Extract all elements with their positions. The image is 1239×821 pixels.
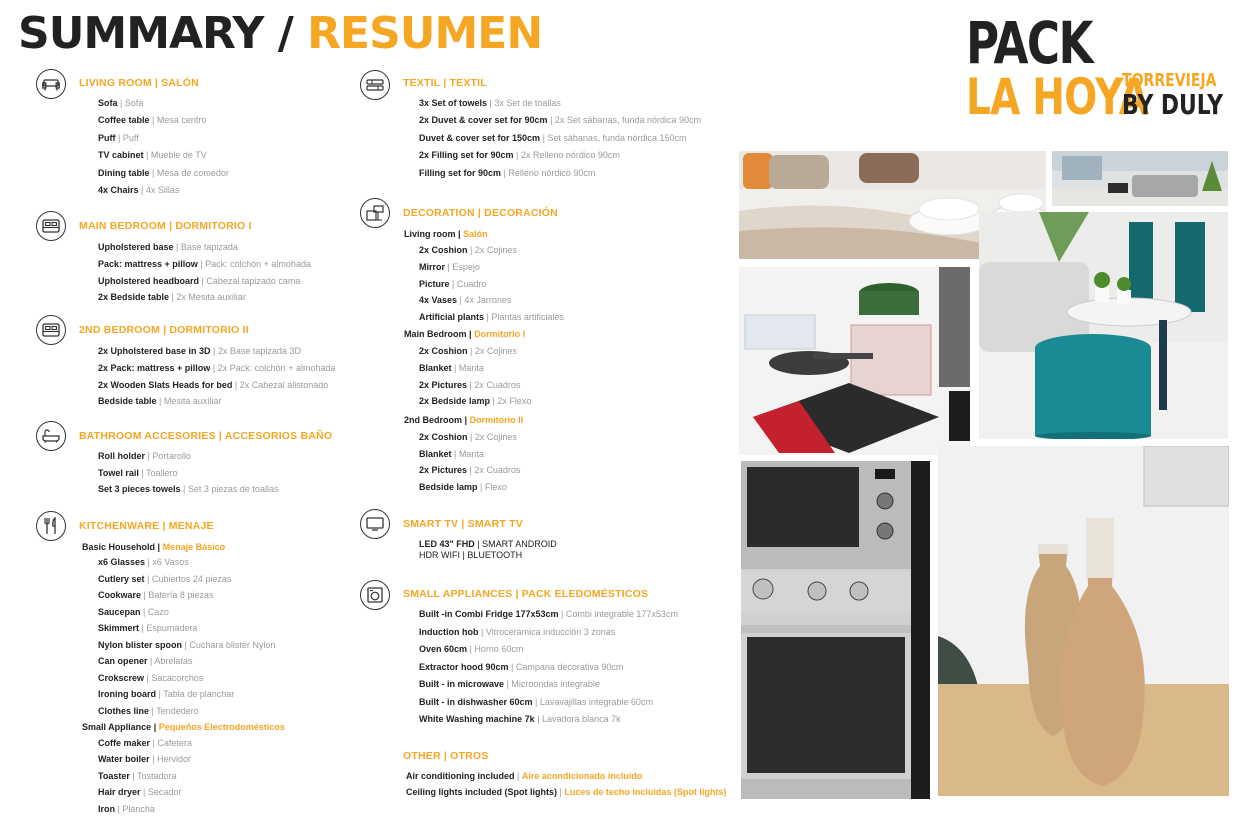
item-label-es: Microondas integrable bbox=[511, 679, 600, 689]
list-item: 2x Wooden Slats Heads for bed | 2x Cabezal alistonado bbox=[98, 379, 329, 390]
item-label-en: Saucepan bbox=[98, 606, 141, 617]
item-label-en: Built -in Combi Fridge 177x53cm bbox=[419, 609, 559, 619]
list-item: Pack: mattress + pillow | Pack: colchón + almohada bbox=[98, 258, 311, 269]
item-label-en: Clothes line bbox=[98, 705, 150, 716]
item-label-en: Set 3 pieces towels bbox=[98, 484, 181, 494]
item-label-en: Mirror bbox=[419, 261, 446, 272]
section-heading-smart-tv: SMART TV | SMART TV bbox=[403, 518, 523, 530]
list-item: Water boiler | Hervidor bbox=[98, 754, 192, 765]
item-label-en: TV cabinet bbox=[98, 150, 144, 161]
item-label-es: 2x Base tapizada 3D bbox=[217, 346, 301, 356]
item-label-en: 2x Duvet & cover set for 90cm bbox=[419, 115, 548, 126]
list-item: Nylon blister spoon | Cuchara blister Nylon bbox=[98, 639, 276, 650]
kitchenware-photo bbox=[739, 267, 970, 455]
list-item: 2x Pictures | 2x Cuadros bbox=[419, 379, 521, 390]
item-label-es: Horno 60cm bbox=[474, 644, 524, 654]
other-item-air-conditioning: Air conditioning included | Aire acondicionado incluido bbox=[406, 771, 643, 781]
item-label-en: Nylon blister spoon bbox=[98, 639, 183, 650]
item-label-es: Mesa de comedor bbox=[156, 167, 229, 178]
item-label-es: Vitrocerámica inducción 3 zonas bbox=[485, 626, 616, 637]
section-heading-kitchenware: KITCHENWARE | MENAJE bbox=[79, 520, 214, 532]
item-label-es: Mueble de TV bbox=[150, 150, 207, 161]
list-item: 2x Pictures | 2x Cuadros bbox=[419, 465, 521, 476]
list-item: 4x Chairs | 4x Sillas bbox=[98, 185, 180, 195]
item-label-es: 2x Flexo bbox=[497, 396, 532, 407]
item-label-es: Tostadora bbox=[137, 770, 177, 781]
list-item: 2x Coshion | 2x Cojines bbox=[419, 245, 517, 255]
list-item: TV cabinet | Mueble de TV bbox=[98, 150, 207, 161]
item-label-en: 3x Set of towels bbox=[419, 98, 488, 108]
page-title: SUMMARY / RESUMEN bbox=[18, 8, 543, 59]
item-label-en: Towel rail bbox=[98, 467, 139, 478]
item-label-en: 2x Coshion bbox=[419, 432, 468, 442]
item-label-en: Toaster bbox=[98, 770, 130, 781]
sofa-icon bbox=[36, 69, 66, 99]
item-label-es: Tendedero bbox=[156, 705, 199, 716]
item-label-en: Sofa bbox=[98, 98, 118, 108]
list-item: Hair dryer | Secador bbox=[98, 787, 182, 798]
list-item: 4x Vases | 4x Jarrones bbox=[419, 295, 512, 306]
item-label-es: 2x Cabezal alistonado bbox=[239, 379, 329, 390]
item-label-es: 2x Cojines bbox=[474, 432, 517, 442]
list-item: Crokscrew | Sacacorchos bbox=[98, 672, 204, 683]
deco-subheading-main-bedroom: Main Bedroom | Dormitorio I bbox=[404, 329, 526, 339]
item-label-en: Crokscrew bbox=[98, 672, 145, 683]
list-item: Artificial plants | Plantas artificiales bbox=[419, 312, 564, 323]
item-label-en: Blanket bbox=[419, 362, 452, 373]
item-label-en: 2x Pictures bbox=[419, 379, 468, 390]
list-item: Roll holder | Portarollo bbox=[98, 451, 191, 461]
list-item: 2x Upholstered base in 3D | 2x Base tapizada 3D bbox=[98, 346, 301, 356]
bed-icon bbox=[36, 315, 66, 345]
item-label-en: 2x Bedside table bbox=[98, 292, 170, 303]
list-item: Can opener | Abrelatas bbox=[98, 656, 193, 666]
tv-spec-line-1: LED 43" FHD | SMART ANDROID bbox=[419, 539, 557, 549]
item-label-es: Mesita auxiliar bbox=[163, 396, 222, 407]
frame-icon bbox=[360, 198, 390, 228]
item-label-es: Cuchara blister Nylon bbox=[189, 639, 276, 650]
section-heading-decoration: DECORATION | DECORACIÓN bbox=[403, 207, 558, 219]
brand-by: BY DULY bbox=[1122, 88, 1224, 121]
item-label-en: 4x Chairs bbox=[98, 185, 139, 195]
item-label-es: Abrelatas bbox=[154, 656, 193, 666]
list-item: Upholstered headboard | Cabezal tapizado cama bbox=[98, 275, 301, 286]
item-label-en: Oven 60cm bbox=[419, 644, 468, 654]
item-label-es: Puff bbox=[122, 132, 139, 143]
item-label-es: 2x Mesita auxiliar bbox=[176, 292, 246, 303]
list-item: Filling set for 90cm | Relleno nórdico 90cm bbox=[419, 167, 596, 178]
list-item: Iron | Plancha bbox=[98, 803, 155, 814]
item-label-es: Toallero bbox=[146, 467, 178, 478]
deco-subheading-second-bedroom: 2nd Bedroom | Dormitorio II bbox=[404, 415, 524, 425]
item-label-en: Artificial plants bbox=[419, 312, 485, 323]
item-label-en: Upholstered base bbox=[98, 242, 174, 252]
deco-subheading-living: Living room | Salón bbox=[404, 229, 488, 239]
item-label-es: 2x Cuadros bbox=[474, 465, 521, 476]
item-label-es: Pack: colchón + almohada bbox=[205, 258, 311, 269]
item-label-en: Filling set for 90cm bbox=[419, 167, 502, 178]
section-heading-living-room: LIVING ROOM | SALÓN bbox=[79, 77, 199, 89]
item-label-en: Bedside lamp bbox=[419, 481, 478, 492]
item-label-es: x6 Vasos bbox=[152, 557, 189, 567]
list-item: Built -in Combi Fridge 177x53cm | Combi integrable 177x53cm bbox=[419, 609, 678, 619]
section-heading-textil: TEXTIL | TEXTIL bbox=[403, 77, 487, 89]
other-item-ceiling-lights: Ceiling lights included (Spot lights) | Luces de techo incluidas (Spot lights) bbox=[406, 787, 727, 797]
item-label-es: 4x Jarrones bbox=[464, 295, 512, 306]
item-label-en: Hair dryer bbox=[98, 787, 141, 798]
item-label-es: 2x Pack: colchón + almohada bbox=[217, 362, 336, 373]
item-label-en: 2x Coshion bbox=[419, 245, 468, 255]
item-label-en: Puff bbox=[98, 132, 116, 143]
item-label-en: Built - in microwave bbox=[419, 679, 505, 689]
item-label-es: Cafetera bbox=[157, 738, 192, 748]
section-heading-other: OTHER | OTROS bbox=[403, 750, 489, 762]
item-label-en: Bedside table bbox=[98, 396, 157, 407]
list-item: Built - in microwave | Microondas integrable bbox=[419, 679, 600, 689]
list-item: Set 3 pieces towels | Set 3 piezas de toallas bbox=[98, 484, 279, 494]
living-room-photo bbox=[1052, 151, 1228, 206]
item-label-es: Campana decorativa 90cm bbox=[515, 661, 624, 672]
list-item: x6 Glasses | x6 Vasos bbox=[98, 557, 189, 567]
item-label-es: Cazo bbox=[147, 606, 169, 617]
item-label-es: 2x Cojines bbox=[474, 346, 517, 356]
list-item: Blanket | Manta bbox=[419, 448, 484, 459]
item-label-es: Tabla de planchar bbox=[163, 689, 235, 699]
item-label-es: Plantas artificiales bbox=[491, 312, 564, 323]
item-label-en: 2x Filling set for 90cm bbox=[419, 150, 514, 161]
list-item: 2x Duvet & cover set for 90cm | 2x Set sábanas, funda nórdica 90cm bbox=[419, 115, 701, 126]
vases-photo bbox=[938, 446, 1229, 796]
washing-machine-icon bbox=[360, 580, 390, 610]
item-label-en: 2x Coshion bbox=[419, 346, 468, 356]
item-label-en: White Washing machine 7k bbox=[419, 714, 535, 724]
item-label-es: Cuadro bbox=[456, 278, 487, 289]
item-label-es: Secador bbox=[147, 787, 182, 798]
item-label-en: 2x Pack: mattress + pillow bbox=[98, 362, 211, 373]
item-label-es: Mesa centro bbox=[156, 115, 207, 126]
item-label-es: Sacacorchos bbox=[151, 672, 204, 683]
item-label-es: Espejo bbox=[452, 261, 480, 272]
list-item: Coffee table | Mesa centro bbox=[98, 115, 207, 126]
list-item: Bedside lamp | Flexo bbox=[419, 481, 507, 492]
item-label-es: Sofá bbox=[124, 98, 144, 108]
list-item: Upholstered base | Base tapizada bbox=[98, 242, 238, 252]
item-label-en: Upholstered headboard bbox=[98, 275, 200, 286]
item-label-en: 2x Bedside lamp bbox=[419, 396, 491, 407]
list-item: Towel rail | Toallero bbox=[98, 467, 178, 478]
list-item: Ironing board | Tabla de planchar bbox=[98, 689, 235, 699]
towels-icon bbox=[360, 70, 390, 100]
section-heading-bathroom: BATHROOM ACCESORIES | ACCESORIOS BAÑO bbox=[79, 430, 333, 442]
item-label-en: Can opener bbox=[98, 656, 148, 666]
item-label-es: 2x Cuadros bbox=[474, 379, 521, 390]
list-item: 2x Bedside lamp | 2x Flexo bbox=[419, 396, 532, 407]
list-item: 2x Pack: mattress + pillow | 2x Pack: colchón + almohada bbox=[98, 362, 336, 373]
list-item: 3x Set of towels | 3x Set de toallas bbox=[419, 98, 561, 108]
item-label-en: Roll holder bbox=[98, 451, 145, 461]
item-label-en: Picture bbox=[419, 278, 450, 289]
list-item: Bedside table | Mesita auxiliar bbox=[98, 396, 222, 407]
item-label-es: Cubiertos 24 piezas bbox=[151, 573, 232, 584]
item-label-es: Base tapizada bbox=[180, 242, 238, 252]
item-label-es: 4x Sillas bbox=[145, 185, 180, 195]
kitchen-subheading-basic: Basic Household | Menaje Básico bbox=[82, 542, 226, 552]
item-label-en: Cookware bbox=[98, 590, 142, 600]
item-label-en: 2x Upholstered base in 3D bbox=[98, 346, 211, 356]
item-label-en: Induction hob bbox=[419, 626, 479, 637]
brand-name: LA HOYA bbox=[966, 68, 1149, 126]
item-label-en: Extractor hood 90cm bbox=[419, 661, 509, 672]
item-label-es: Combi integrable 177x53cm bbox=[565, 609, 678, 619]
list-item: 2x Coshion | 2x Cojines bbox=[419, 432, 517, 442]
brand-logo bbox=[966, 9, 1224, 126]
item-label-es: Manta bbox=[458, 362, 484, 373]
list-item: Picture | Cuadro bbox=[419, 278, 487, 289]
list-item: Cookware | Batería 8 piezas bbox=[98, 590, 214, 600]
item-label-en: Coffe maker bbox=[98, 738, 151, 748]
tv-icon bbox=[360, 509, 390, 539]
tv-spec-line-2: HDR WIFI | BLUETOOTH bbox=[419, 550, 523, 560]
list-item: Toaster | Tostadora bbox=[98, 770, 177, 781]
list-item: Skimmert | Espumadera bbox=[98, 623, 198, 633]
section-heading-main-bedroom: MAIN BEDROOM | DORMITORIO I bbox=[79, 220, 252, 232]
list-item: Clothes line | Tendedero bbox=[98, 705, 199, 716]
list-item: Mirror | Espejo bbox=[419, 261, 480, 272]
item-label-en: Coffee table bbox=[98, 115, 150, 126]
item-label-en: Blanket bbox=[419, 448, 452, 459]
list-item: 2x Coshion | 2x Cojines bbox=[419, 346, 517, 356]
list-item: Sofa | Sofá bbox=[98, 98, 144, 108]
list-item: Extractor hood 90cm | Campana decorativa 90cm bbox=[419, 661, 624, 672]
item-label-es: Manta bbox=[458, 448, 484, 459]
item-label-es: Flexo bbox=[484, 481, 507, 492]
list-item: 2x Filling set for 90cm | 2x Relleno nórdico 90cm bbox=[419, 150, 620, 161]
brand-city: TORREVIEJA bbox=[1122, 70, 1217, 91]
list-item: Blanket | Manta bbox=[419, 362, 484, 373]
item-label-en: 4x Vases bbox=[419, 295, 458, 306]
section-heading-appliances: SMALL APPLIANCES | PACK ELEDOMÉSTICOS bbox=[403, 588, 649, 600]
item-label-es: Set 3 piezas de toallas bbox=[187, 484, 279, 494]
list-item: Cutlery set | Cubiertos 24 piezas bbox=[98, 573, 232, 584]
list-item: Dining table | Mesa de comedor bbox=[98, 167, 229, 178]
item-label-en: Skimmert bbox=[98, 623, 140, 633]
item-label-es: Cabezal tapizado cama bbox=[206, 275, 301, 286]
brand-pack: PACK bbox=[966, 9, 1093, 77]
list-item: Coffe maker | Cafetera bbox=[98, 738, 192, 748]
list-item: Saucepan | Cazo bbox=[98, 606, 169, 617]
item-label-es: 2x Cojines bbox=[474, 245, 517, 255]
item-label-es: 2x Relleno nórdico 90cm bbox=[520, 150, 620, 161]
item-label-es: Lavadora blanca 7k bbox=[542, 714, 621, 724]
item-label-es: 3x Set de toallas bbox=[494, 98, 561, 108]
item-label-es: Set sábanas, funda nórdica 150cm bbox=[547, 132, 687, 143]
list-item: Puff | Puff bbox=[98, 132, 139, 143]
bathtub-icon bbox=[36, 421, 66, 451]
item-label-es: Relleno nórdico 90cm bbox=[508, 167, 596, 178]
pouf-coffee-table-photo bbox=[979, 212, 1228, 439]
item-label-en: Cutlery set bbox=[98, 573, 145, 584]
item-label-es: Batería 8 piezas bbox=[148, 590, 214, 600]
item-label-es: Espumadera bbox=[146, 623, 198, 633]
item-label-en: Water boiler bbox=[98, 754, 150, 765]
cutlery-icon bbox=[36, 511, 66, 541]
item-label-es: Hervidor bbox=[157, 754, 192, 765]
item-label-en: Dining table bbox=[98, 167, 150, 178]
item-label-es: Lavavajillas integrable 60cm bbox=[539, 696, 653, 707]
oven-microwave-photo bbox=[741, 461, 930, 799]
item-label-en: 2x Wooden Slats Heads for bed bbox=[98, 379, 233, 390]
bed-icon bbox=[36, 211, 66, 241]
item-label-es: Portarollo bbox=[152, 451, 191, 461]
item-label-es: 2x Set sábanas, funda nórdica 90cm bbox=[554, 115, 701, 126]
item-label-en: Pack: mattress + pillow bbox=[98, 258, 198, 269]
section-heading-second-bedroom: 2ND BEDROOM | DORMITORIO II bbox=[79, 324, 249, 336]
item-label-en: 2x Pictures bbox=[419, 465, 468, 476]
item-label-es: Plancha bbox=[122, 803, 155, 814]
list-item: Induction hob | Vitrocerámica inducción 3 zonas bbox=[419, 626, 616, 637]
item-label-en: Duvet & cover set for 150cm bbox=[419, 132, 541, 143]
list-item: Oven 60cm | Horno 60cm bbox=[419, 644, 524, 654]
item-label-en: Built - in dishwasher 60cm bbox=[419, 696, 533, 707]
item-label-en: Ironing board bbox=[98, 689, 156, 699]
item-label-en: Iron bbox=[98, 803, 115, 814]
item-label-en: x6 Glasses bbox=[98, 557, 146, 567]
list-item: Duvet & cover set for 150cm | Set sábanas, funda nórdica 150cm bbox=[419, 132, 687, 143]
list-item: White Washing machine 7k | Lavadora blanca 7k bbox=[419, 714, 621, 724]
list-item: Built - in dishwasher 60cm | Lavavajillas integrable 60cm bbox=[419, 696, 653, 707]
kitchen-subheading-small-appliance: Small Appliance | Pequeños Electrodomésticos bbox=[82, 722, 285, 732]
list-item: 2x Bedside table | 2x Mesita auxiliar bbox=[98, 292, 246, 303]
